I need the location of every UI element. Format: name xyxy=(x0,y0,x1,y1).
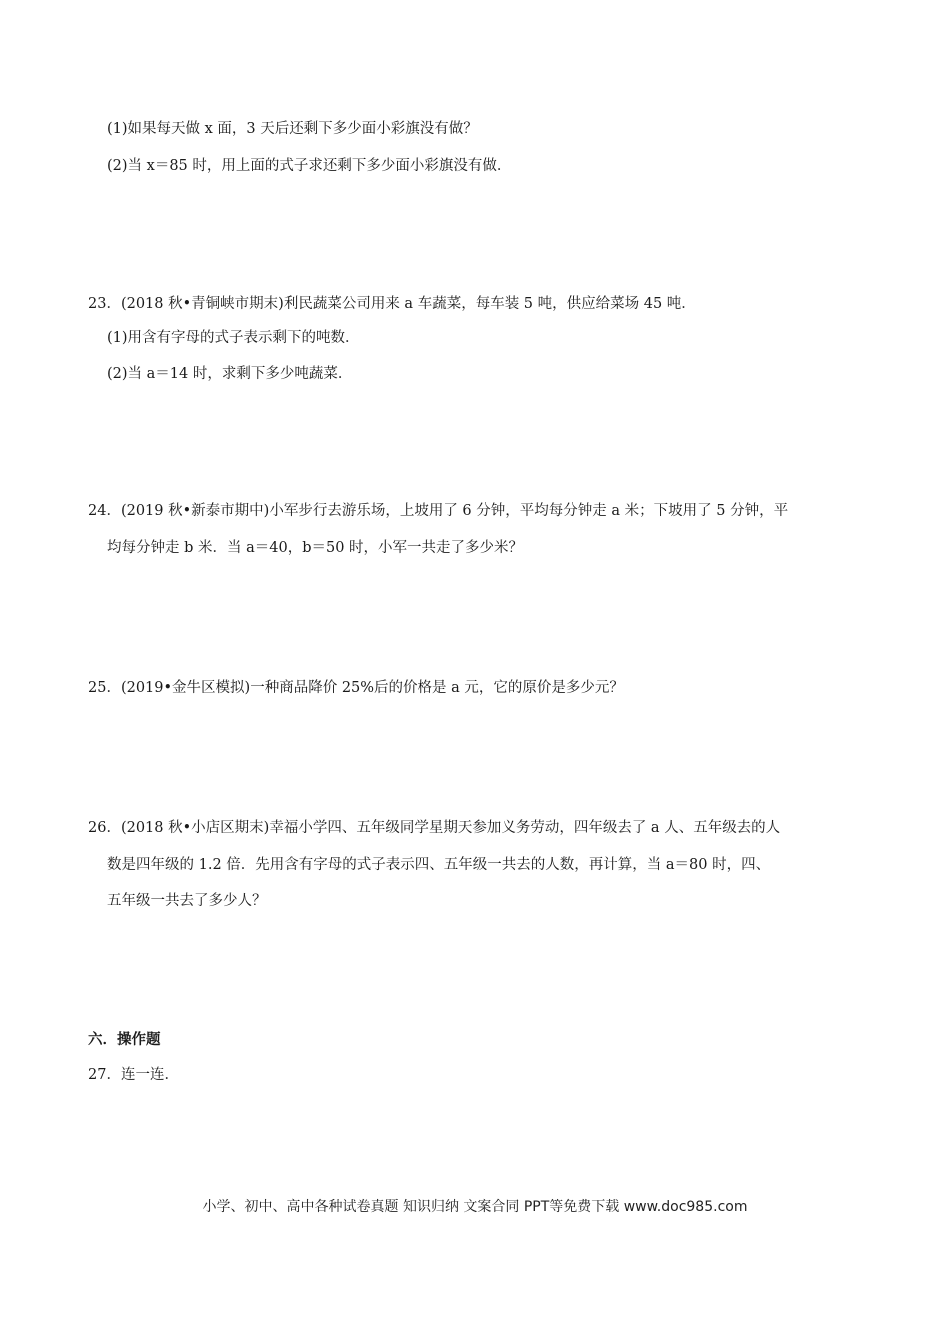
q26-line1: 26．(2018 秋•小店区期末)幸福小学四、五年级同学星期天参加义务劳动，四年级去了 a 人、五年级去的人 xyxy=(88,820,781,836)
q26-line3: 五年级一共去了多少人？ xyxy=(107,893,267,909)
q23-part2: (2)当 a＝14 时，求剩下多少吨蔬菜． xyxy=(107,366,353,382)
q25-line1: 25．(2019•金牛区模拟)一种商品降价 25%后的价格是 a 元，它的原价是多少元？ xyxy=(88,680,624,696)
q24-line2: 均每分钟走 b 米．当 a＝40，b＝50 时，小军一共走了多少米？ xyxy=(107,540,524,556)
q24-line1: 24．(2019 秋•新泰市期中)小军步行去游乐场，上坡用了 6 分钟，平均每分钟走 a 米；下坡用了 5 分钟，平 xyxy=(88,503,789,519)
q23-part1: (1)用含有字母的式子表示剩下的吨数． xyxy=(107,330,360,346)
section-heading: 六．操作题 xyxy=(88,1032,161,1048)
q23-stem: 23．(2018 秋•青铜峡市期末)利民蔬菜公司用来 a 车蔬菜，每车装 5 吨，供应给菜场 45 吨． xyxy=(88,296,696,312)
q27-line: 27．连一连． xyxy=(88,1067,179,1083)
q26-line2: 数是四年级的 1.2 倍．先用含有字母的式子表示四、五年级一共去的人数，再计算，当 a＝80 时，四、 xyxy=(107,857,771,873)
q22-part1: (1)如果每天做 x 面，3 天后还剩下多少面小彩旗没有做？ xyxy=(107,121,478,137)
q22-part2: (2)当 x＝85 时，用上面的式子求还剩下多少面小彩旗没有做． xyxy=(107,158,512,174)
page-footer: 小学、初中、高中各种试卷真题 知识归纳 文案合同 PPT等免费下载 www.doc985.com xyxy=(202,1199,748,1215)
